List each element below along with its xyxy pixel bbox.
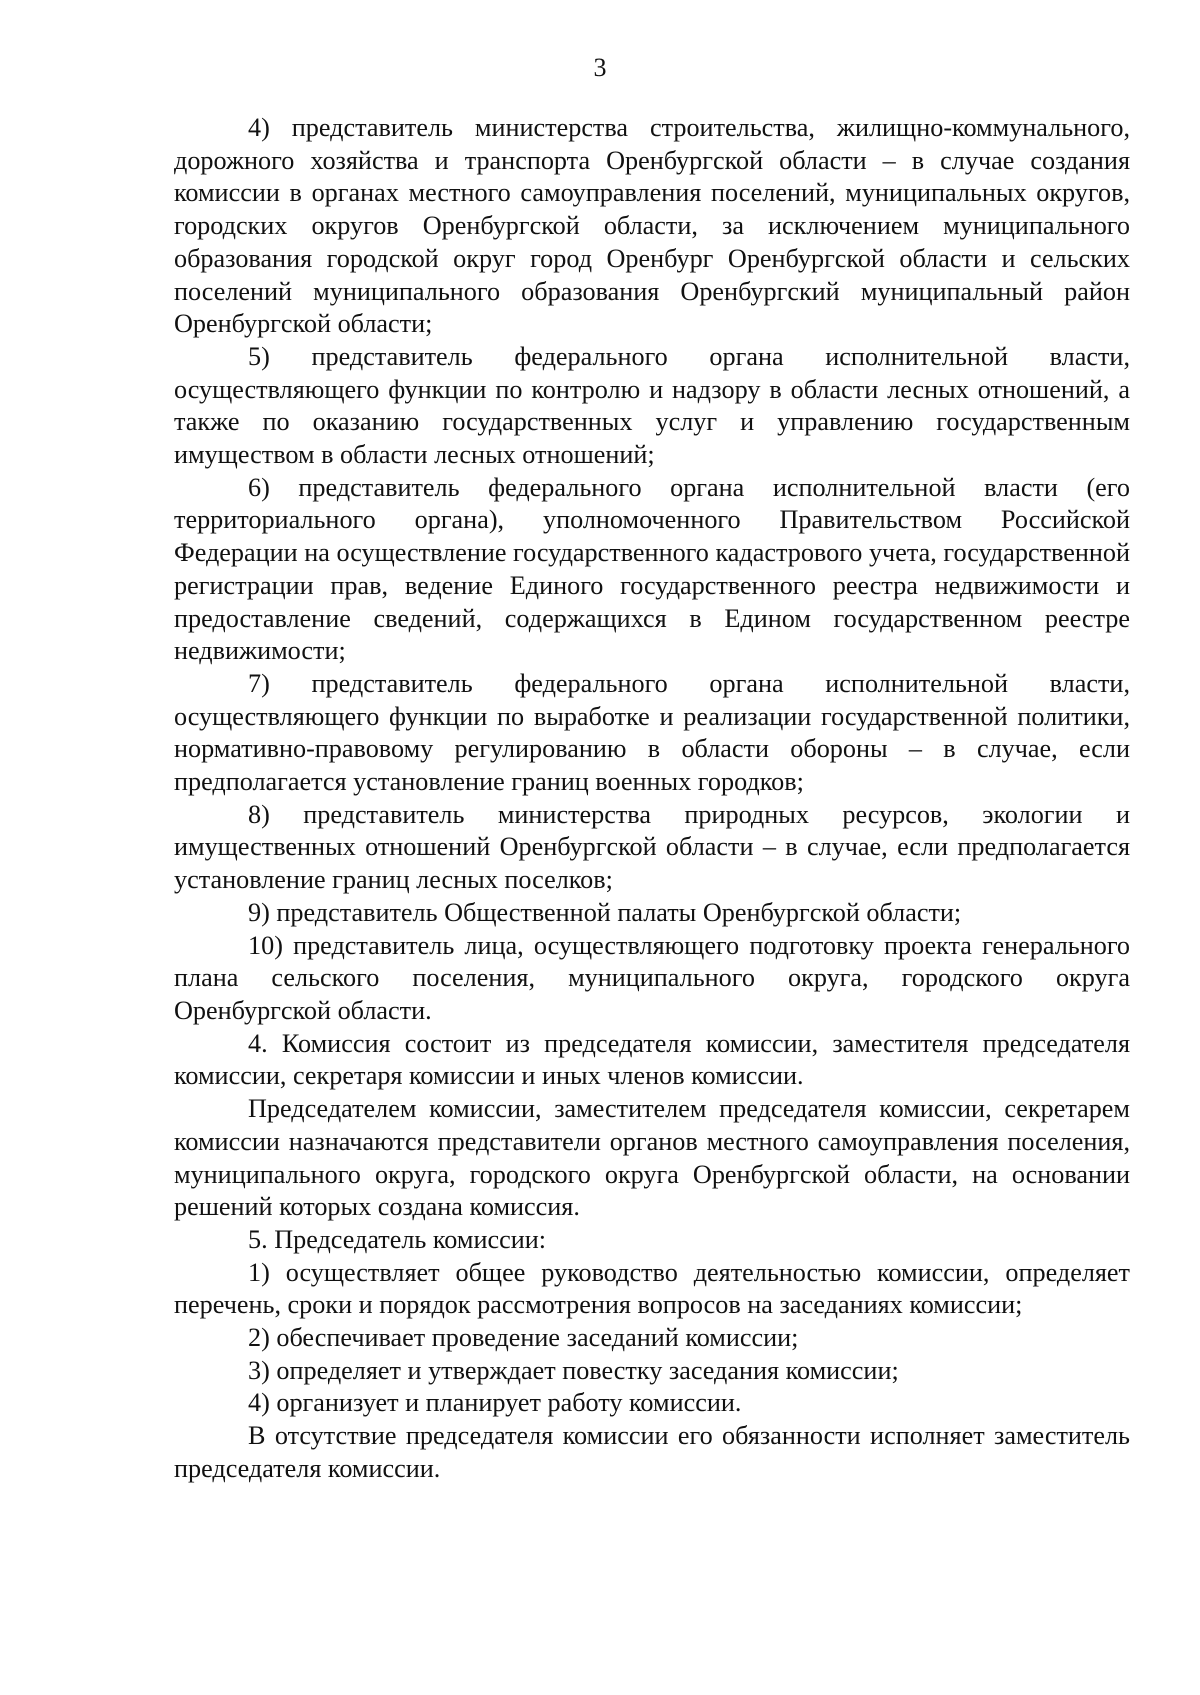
page-number: 3 xyxy=(593,53,607,82)
paragraph-chair-appointment: Председателем комиссии, заместителем председателя комиссии, секретарем комиссии назначаются представители органов местного самоуправления поселения, муниципального округа, городского округа Оренбургской области, на основании решений которых создана комиссия. xyxy=(174,1094,1130,1222)
paragraph-chair-duty-3: 3) определяет и утверждает повестку заседания комиссии; xyxy=(248,1355,899,1385)
paragraph-chair-duty-2: 2) обеспечивает проведение заседаний комиссии; xyxy=(248,1323,799,1353)
paragraph-section-5-chairman: 5. Председатель комиссии: xyxy=(248,1224,547,1254)
paragraph-item-9-public-chamber: 9) представитель Общественной палаты Оренбургской области; xyxy=(248,897,962,927)
paragraph-section-4-composition: 4. Комиссия состоит из председателя комиссии, заместителя председателя комиссии, секретаря комиссии и иных членов комиссии. xyxy=(174,1028,1130,1091)
paragraph-chair-duty-4: 4) организует и планирует работу комиссии. xyxy=(248,1388,742,1418)
paragraph-chair-duty-1: 1) осуществляет общее руководство деятельностью комиссии, определяет перечень, сроки и порядок рассмотрения вопросов на заседаниях комиссии; xyxy=(174,1257,1130,1320)
paragraph-chair-absence: В отсутствие председателя комиссии его обязанности исполняет заместитель председателя комиссии. xyxy=(174,1421,1130,1483)
paragraph-item-5-forestry-authority: 5) представитель федерального органа исполнительной власти, осуществляющего функции по контролю и надзору в области лесных отношений, а также по оказанию государственных услуг и управлению государственным имуществом в области лесных отношений; xyxy=(174,341,1130,470)
paragraph-item-8-natural-resources-ministry: 8) представитель министерства природных ресурсов, экологии и имущественных отношений Оренбургской области – в случае, если предполагается установление границ лесных поселков; xyxy=(174,799,1130,895)
paragraph-item-10-plan-developer: 10) представитель лица, осуществляющего подготовку проекта генерального плана сельского поселения, муниципального округа, городского округа Оренбургской области. xyxy=(174,930,1130,1025)
paragraph-item-4-ministry-construction: 4) представитель министерства строительства, жилищно-коммунального, дорожного хозяйства и транспорта Оренбургской области – в случае создания комиссии в органах местного самоуправления поселений, муниципальных округов, городских округов Оренбургской области, за исключением муниципального образования городской округ город Оренбург Оренбургской области и сельских поселений муниципального образования Оренбургский муниципальный район Оренбургской области; xyxy=(174,113,1130,339)
paragraph-item-6-cadastral-authority: 6) представитель федерального органа исполнительной власти (его территориального органа), уполномоченного Правительством Российской Федерации на осуществление государственного кадастрового учета, государственной регистрации прав, ведение Единого государственного реестра недвижимости и предоставление сведений, содержащихся в Едином государственном реестре недвижимости; xyxy=(174,472,1130,666)
document-body xyxy=(174,112,1130,1486)
paragraph-item-7-defense-authority: 7) представитель федерального органа исполнительной власти, осуществляющего функции по выработке и реализации государственной политики, нормативно-правовому регулированию в области обороны – в случае, если предполагается установление границ военных городков; xyxy=(174,668,1130,797)
